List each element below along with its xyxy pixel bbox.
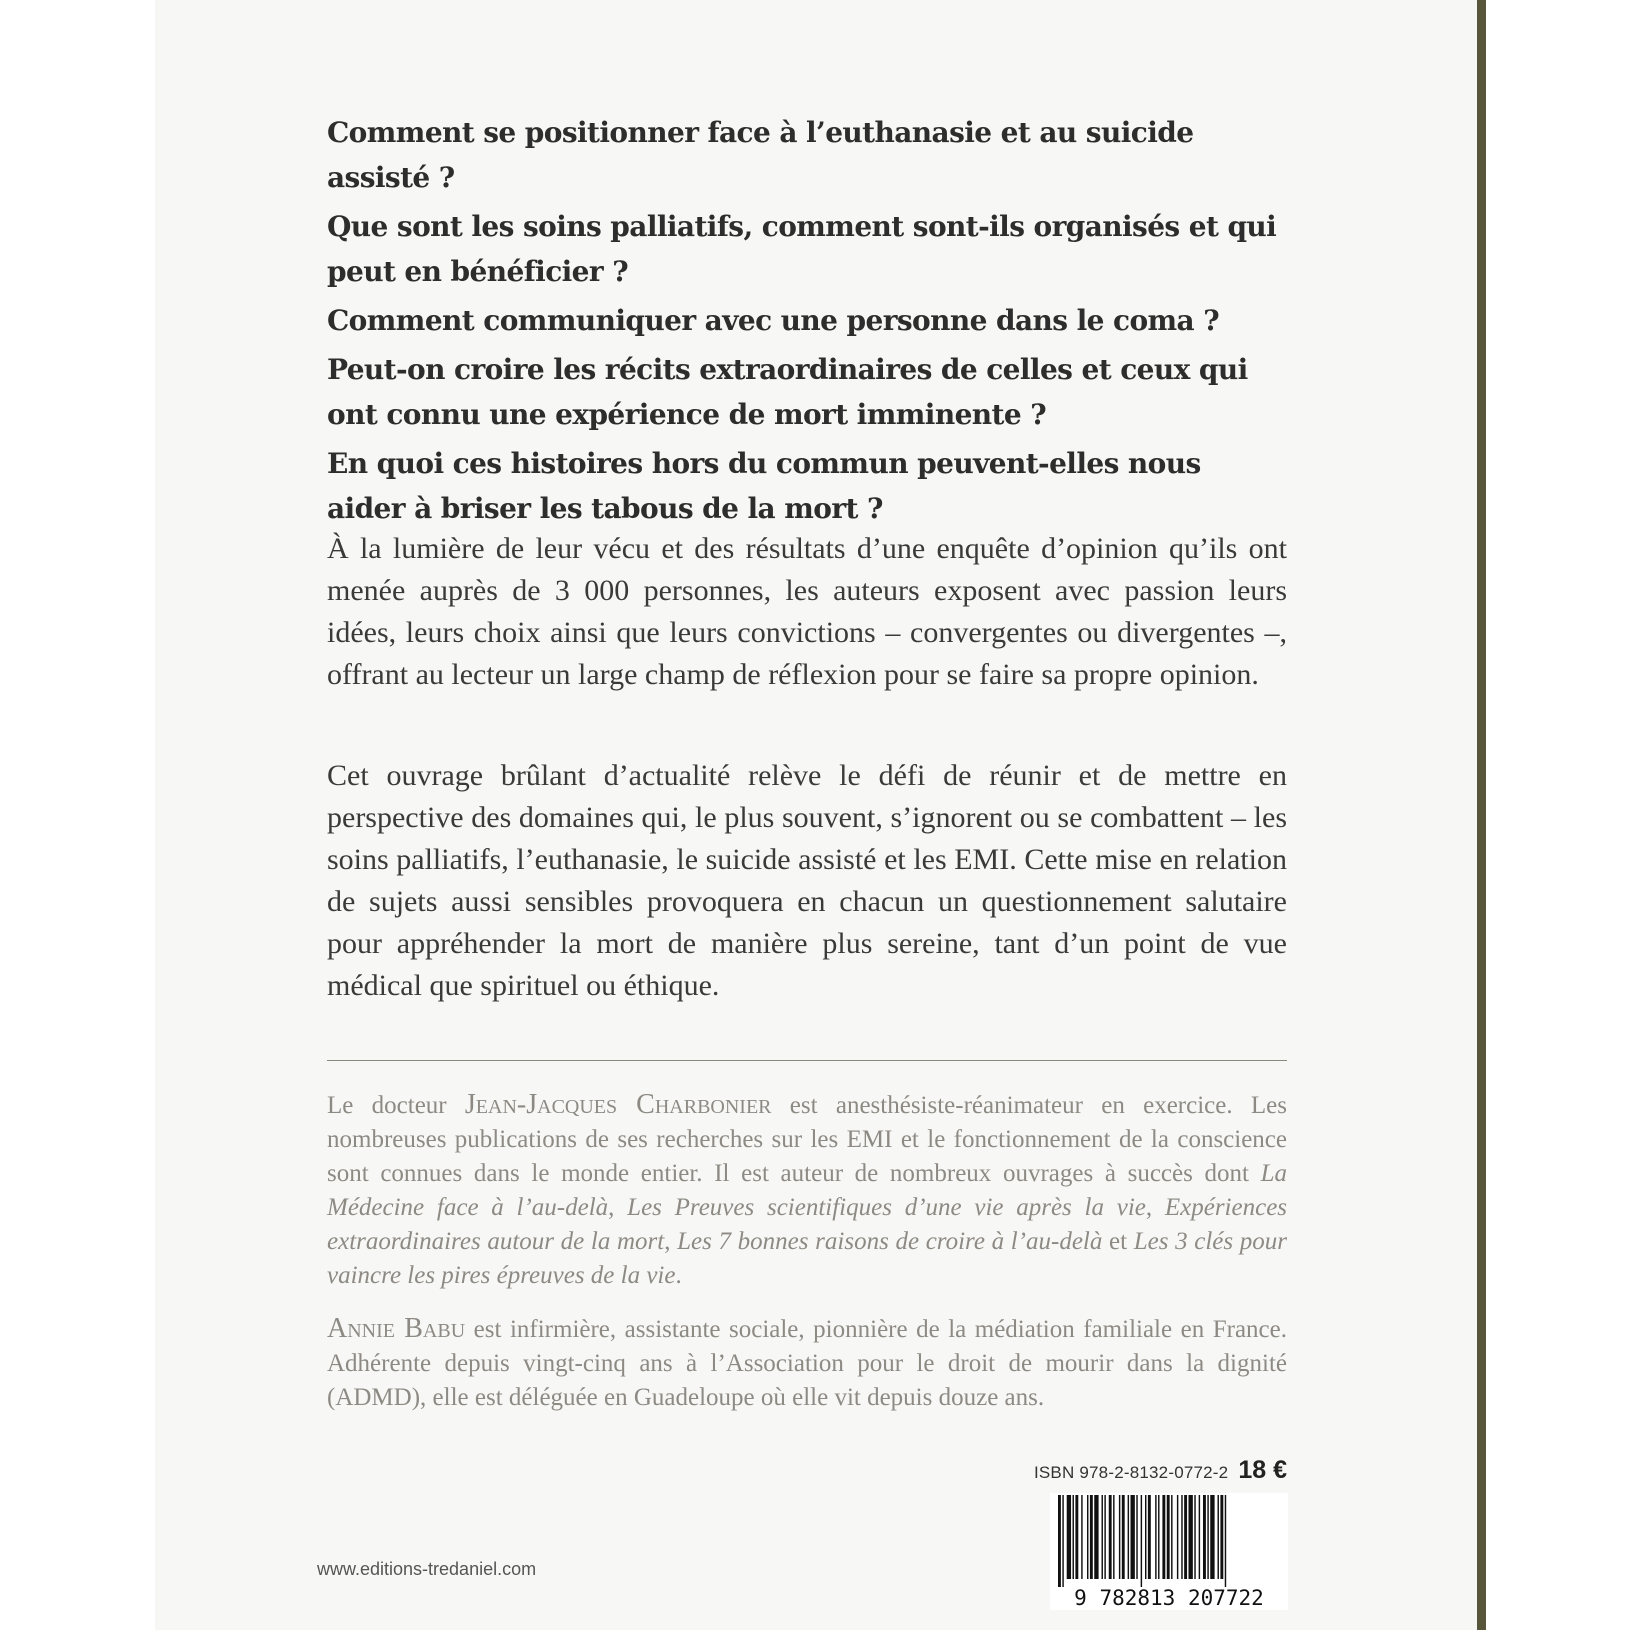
author-bio-babu bbox=[327, 1312, 1287, 1415]
barcode-bar bbox=[1058, 1495, 1061, 1587]
bio-text: est anesthésiste-réanimateur en exercice. Les nombreuses publications de ses recherches sur les EMI et le fonctionnement de la conscience sont connues dans le monde entier. Il est auteur de nombreux ouvrages à succès dont bbox=[327, 1092, 1287, 1187]
barcode-bar bbox=[1177, 1495, 1178, 1579]
barcode-bar bbox=[1210, 1495, 1214, 1579]
barcode-bar bbox=[1131, 1495, 1135, 1579]
barcode-bar bbox=[1122, 1495, 1125, 1579]
barcode-bar bbox=[1081, 1495, 1082, 1579]
book-title: La Médecine face à l’au-delà bbox=[327, 1160, 1287, 1221]
barcode-bar bbox=[1136, 1495, 1137, 1579]
book-title: Les 7 bonnes raisons de croire à l’au-delà bbox=[677, 1228, 1103, 1255]
isbn-price-row bbox=[1015, 1456, 1287, 1485]
barcode-bar bbox=[1104, 1495, 1105, 1579]
bio-separator: et bbox=[1102, 1228, 1134, 1255]
bio-intro: Le docteur bbox=[327, 1092, 465, 1119]
barcode-bar bbox=[1171, 1495, 1172, 1579]
barcode-bar bbox=[1067, 1495, 1071, 1579]
bio-separator: , bbox=[608, 1194, 628, 1221]
question-2: Que sont les soins palliatifs, comment sont-ils organisés et qui peut en bénéficier ? bbox=[327, 210, 1277, 288]
bio-separator: , bbox=[664, 1228, 678, 1255]
barcode-bar bbox=[1225, 1495, 1226, 1587]
author-name-babu: Annie Babu bbox=[327, 1313, 466, 1344]
summary-paragraph-1: À la lumière de leur vécu et des résultats d’une enquête d’opinion qu’ils ont menée auprès de 3 000 personnes, les auteurs exposent avec passion leurs idées, leurs choix ainsi que leurs convictions – convergentes ou divergentes –, offrant au lecteur un large champ de réflexion pour se faire sa propre opinion. bbox=[327, 532, 1287, 691]
book-title: Les Preuves scientifiques d’une vie après la vie bbox=[627, 1194, 1146, 1221]
barcode-bar bbox=[1102, 1495, 1103, 1579]
questions-block bbox=[327, 110, 1287, 525]
question-3: Comment communiquer avec une personne dans le coma ? bbox=[327, 304, 1220, 337]
bio-text: est infirmière, assistante sociale, pionnière de la médiation familiale en France. Adhérente depuis vingt-cinq ans à l’Association pour le droit de mourir dans la dignité (ADMD), elle est déléguée en Guadeloupe où elle vit depuis douze ans. bbox=[327, 1316, 1287, 1411]
barcode-bar bbox=[1155, 1495, 1156, 1579]
barcode bbox=[1050, 1493, 1288, 1610]
author-bio-charbonier bbox=[327, 1088, 1287, 1293]
barcode-bar bbox=[1220, 1495, 1223, 1579]
bio-end: . bbox=[675, 1262, 682, 1289]
barcode-bar bbox=[1119, 1495, 1120, 1579]
barcode-bar bbox=[1128, 1495, 1129, 1579]
barcode-bar bbox=[1062, 1495, 1063, 1587]
barcode-bar bbox=[1189, 1495, 1193, 1579]
barcode-bar bbox=[1113, 1495, 1114, 1579]
barcode-bar bbox=[1090, 1495, 1093, 1579]
bio-separator: , bbox=[1145, 1194, 1165, 1221]
spine-edge bbox=[1477, 0, 1486, 1630]
barcode-bar bbox=[1181, 1495, 1182, 1579]
publisher-website: www.editions-tredaniel.com bbox=[317, 1559, 537, 1579]
book-title: Expériences extraordinaires autour de la mort bbox=[327, 1194, 1288, 1255]
barcode-bar bbox=[1158, 1495, 1159, 1579]
price-label: 18 € bbox=[1238, 1456, 1287, 1484]
barcode-bar bbox=[1141, 1495, 1142, 1587]
barcode-bar bbox=[1194, 1495, 1195, 1579]
barcode-bar bbox=[1145, 1495, 1146, 1579]
barcode-bar bbox=[1207, 1495, 1208, 1579]
barcode-bar bbox=[1167, 1495, 1170, 1579]
question-4: Peut-on croire les récits extraordinaires de celles et ceux qui ont connu une expérience de mort imminente ? bbox=[327, 353, 1248, 431]
barcode-bar bbox=[1148, 1495, 1151, 1579]
question-1: Comment se positionner face à l’euthanasie et au suicide assisté ? bbox=[327, 116, 1194, 194]
barcode-bar bbox=[1203, 1495, 1206, 1579]
barcode-bar bbox=[1087, 1495, 1088, 1579]
isbn-label: ISBN 978-2-8132-0772-2 bbox=[1033, 1463, 1229, 1482]
author-name-charbonier: Jean-Jacques Charbonier bbox=[464, 1089, 772, 1120]
book-title: Les 3 clés pour vaincre les pires épreuves de la vie bbox=[327, 1228, 1287, 1289]
back-cover-content bbox=[327, 110, 1288, 1411]
barcode-digits: 9 782813 207722 bbox=[1074, 1586, 1264, 1610]
barcode-bar bbox=[1094, 1495, 1098, 1579]
question-5: En quoi ces histoires hors du commun peuvent-elles nous aider à briser les tabous de la mort ? bbox=[327, 447, 1201, 525]
barcode-bar bbox=[1073, 1495, 1074, 1579]
barcode-bar bbox=[1109, 1495, 1112, 1579]
barcode-bar bbox=[1184, 1495, 1187, 1579]
barcode-bar bbox=[1162, 1495, 1165, 1579]
summary-paragraph-2: Cet ouvrage brûlant d’actualité relève le défi de réunir et de mettre en perspective des domaines qui, le plus souvent, s’ignorent ou se combattent – les soins palliatifs, l’euthanasie, le suicide assisté et les EMI. Cette mise en relation de sujets aussi sensibles provoquera en chacun un questionnement salutaire pour appréhender la mort de manière plus sereine, tant d’un point de vue médical que spirituel ou éthique. bbox=[327, 759, 1287, 1002]
barcode-bar bbox=[1218, 1495, 1219, 1579]
barcode-bar bbox=[1199, 1495, 1200, 1579]
divider-rule bbox=[327, 1060, 1287, 1061]
barcode-bar bbox=[1075, 1495, 1078, 1579]
